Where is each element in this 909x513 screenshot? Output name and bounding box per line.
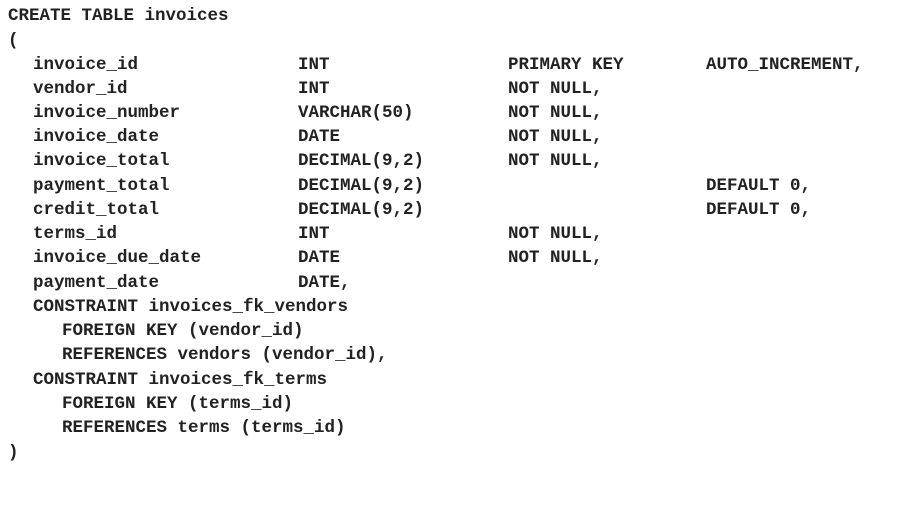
column-name: credit_total — [33, 200, 160, 220]
references-clause: REFERENCES terms (terms_id) — [62, 418, 346, 438]
column-row — [0, 198, 812, 222]
column-extra: DEFAULT 0, — [706, 200, 812, 220]
column-type: DECIMAL(9,2) — [298, 151, 425, 171]
column-name: terms_id — [33, 224, 118, 244]
foreign-key-line — [0, 392, 294, 416]
column-name: payment_total — [33, 176, 170, 196]
column-type: DATE — [298, 248, 341, 268]
open-paren-line — [0, 29, 42, 53]
constraint-name: CONSTRAINT invoices_fk_vendors — [33, 297, 349, 317]
column-constraint: NOT NULL, — [508, 79, 603, 99]
column-constraint: NOT NULL, — [508, 103, 603, 123]
column-extra: AUTO_INCREMENT, — [706, 55, 864, 75]
column-type: DATE — [298, 127, 341, 147]
column-row — [0, 53, 864, 77]
create-table-line — [0, 4, 229, 28]
foreign-key-clause: FOREIGN KEY (vendor_id) — [62, 321, 304, 341]
column-row — [0, 101, 603, 125]
column-constraint: PRIMARY KEY — [508, 55, 624, 75]
column-row — [0, 125, 603, 149]
column-constraint: NOT NULL, — [508, 151, 603, 171]
foreign-key-line — [0, 319, 304, 343]
column-row — [0, 174, 812, 198]
column-type: DATE, — [298, 273, 351, 293]
column-name: invoice_date — [33, 127, 160, 147]
column-type: VARCHAR(50) — [298, 103, 414, 123]
column-name: invoice_number — [33, 103, 181, 123]
column-name: invoice_total — [33, 151, 170, 171]
references-clause: REFERENCES vendors (vendor_id), — [62, 345, 388, 365]
column-row — [0, 77, 603, 101]
create-table-statement: CREATE TABLE invoices — [8, 6, 229, 26]
column-row — [0, 222, 603, 246]
column-type: INT — [298, 79, 330, 99]
column-name: payment_date — [33, 273, 160, 293]
column-name: invoice_due_date — [33, 248, 202, 268]
column-extra: DEFAULT 0, — [706, 176, 812, 196]
column-row — [0, 246, 603, 270]
foreign-key-clause: FOREIGN KEY (terms_id) — [62, 394, 294, 414]
references-line — [0, 416, 346, 440]
column-type: DECIMAL(9,2) — [298, 200, 425, 220]
references-line — [0, 343, 388, 367]
column-constraint: NOT NULL, — [508, 127, 603, 147]
close-paren-line — [0, 441, 42, 465]
constraint-line — [0, 295, 349, 319]
constraint-line — [0, 368, 328, 392]
column-type: DECIMAL(9,2) — [298, 176, 425, 196]
close-paren: ) — [8, 443, 19, 463]
column-type: INT — [298, 224, 330, 244]
column-name: invoice_id — [33, 55, 139, 75]
column-row — [0, 271, 351, 295]
column-row — [0, 149, 603, 173]
column-constraint: NOT NULL, — [508, 248, 603, 268]
open-paren: ( — [8, 31, 19, 51]
constraint-name: CONSTRAINT invoices_fk_terms — [33, 370, 328, 390]
column-constraint: NOT NULL, — [508, 224, 603, 244]
column-type: INT — [298, 55, 330, 75]
column-name: vendor_id — [33, 79, 128, 99]
